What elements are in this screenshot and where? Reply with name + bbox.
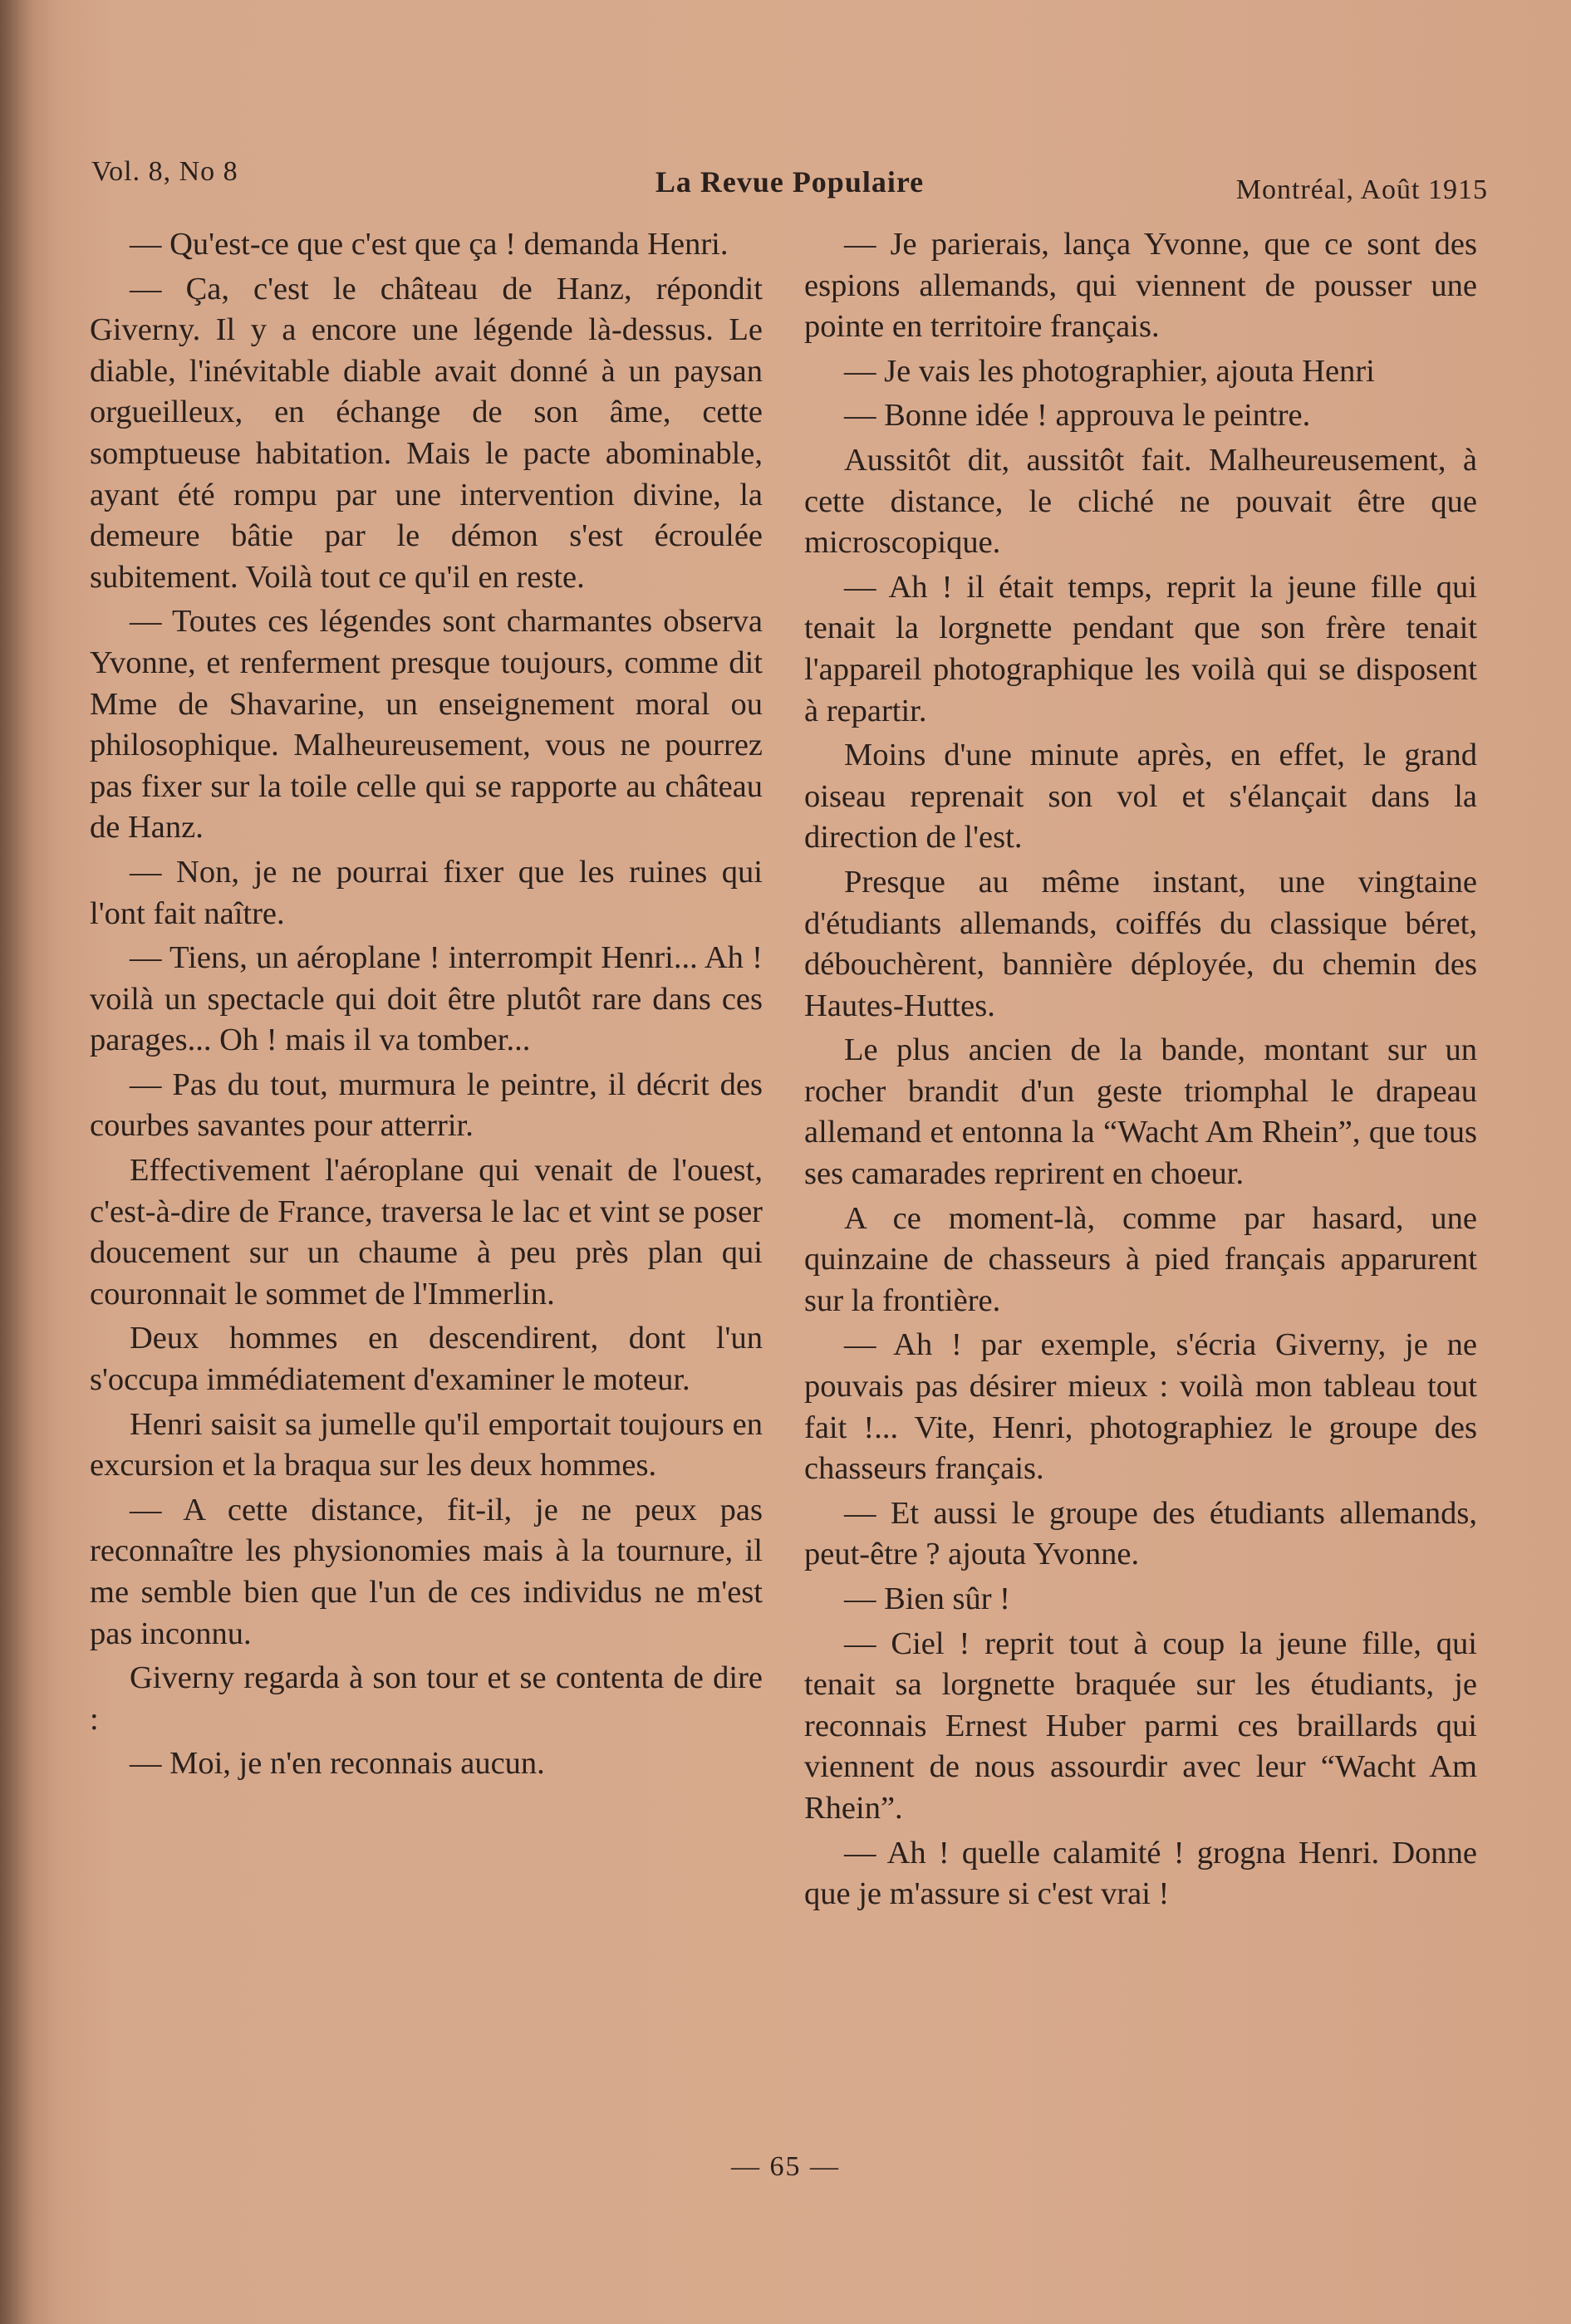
paragraph: Henri saisit sa jumelle qu'il emportait toujours en excursion et la braqua sur les deux hommes.	[90, 1406, 763, 1483]
paragraph: Effectivement l'aéroplane qui venait de l'ouest, c'est-à-dire de France, traversa le lac et vint se poser doucement sur un chaume à peu près plan qui couronnait le sommet de l'Immerlin.	[90, 1153, 763, 1312]
page-number: — 65 —	[731, 2151, 840, 2182]
paragraph: Moins d'une minute après, en effet, le grand oiseau reprenait son vol et s'élançait dans la direction de l'est.	[804, 738, 1477, 856]
paragraph: — Ah ! quelle calamité ! grogna Henri. Donne que je m'assure si c'est vrai !	[804, 1835, 1477, 1912]
paragraph: — Qu'est-ce que c'est que ça ! demanda Henri.	[130, 227, 729, 262]
paragraph: A ce moment-là, comme par hasard, une quinzaine de chasseurs à pied français apparurent sur la frontière.	[804, 1200, 1477, 1318]
right-column	[804, 224, 1477, 1919]
paragraph: — Ça, c'est le château de Hanz, répondit Giverny. Il y a encore une légende là-dessus. Le diable, l'inévitable diable avait donné à un paysan orgueilleux, en échange de son âme, cette somptueuse habitation. Mais le pacte abominable, ayant été rompu par une intervention divine, la demeure bâtie par le démon s'est écroulée subitement. Voilà tout ce qu'il en reste.	[90, 271, 763, 595]
paragraph: — A cette distance, fit-il, je ne peux pas reconnaître les physionomies mais à la tournure, il me semble bien que l'un de ces individus ne m'est pas inconnu.	[90, 1492, 763, 1651]
paragraph: — Moi, je n'en reconnais aucun.	[130, 1746, 545, 1782]
paragraph: — Je parierais, lança Yvonne, que ce sont des espions allemands, qui viennent de pousser une pointe en territoire français.	[804, 227, 1477, 345]
volume-number: Vol. 8, No 8	[91, 156, 238, 187]
running-header	[91, 150, 1488, 205]
paragraph: Aussitôt dit, aussitôt fait. Malheureusement, à cette distance, le cliché ne pouvait être que microscopique.	[804, 442, 1477, 561]
paragraph: — Ah ! il était temps, reprit la jeune fille qui tenait la lorgnette pendant que son frère tenait l'appareil photographique les voilà qui se disposent à repartir.	[804, 569, 1477, 728]
journal-title: La Revue Populaire	[655, 165, 925, 199]
paragraph: — Pas du tout, murmura le peintre, il décrit des courbes savantes pour atterrir.	[90, 1066, 763, 1144]
paragraph: — Toutes ces légendes sont charmantes observa Yvonne, et renferment presque toujours, comme dit Mme de Shavarine, un enseignement moral ou philosophique. Malheureusement, vous ne pourrez pas fixer sur la toile celle qui se rapporte au château de Hanz.	[90, 604, 763, 846]
place-date: Montréal, Août 1915	[1235, 174, 1488, 205]
left-column	[90, 224, 763, 1788]
paragraph: Giverny regarda à son tour et se contenta de dire :	[90, 1660, 763, 1737]
paragraph: — Tiens, un aéroplane ! interrompit Henri... Ah ! voilà un spectacle qui doit être plutôt rare dans ces parages... Oh ! mais il va tomber...	[90, 940, 763, 1058]
paragraph: — Je vais les photographier, ajouta Henri	[844, 353, 1375, 389]
paragraph: — Ah ! par exemple, s'écria Giverny, je ne pouvais pas désirer mieux : voilà mon tableau tout fait !... Vite, Henri, photographiez le groupe des chasseurs français.	[804, 1327, 1477, 1487]
paragraph: — Bonne idée ! approuva le peintre.	[844, 398, 1311, 434]
paragraph: — Ciel ! reprit tout à coup la jeune fille, qui tenait sa lorgnette braquée sur les étudiants, je reconnais Ernest Huber parmi ces braillards qui viennent de nous assourdir avec leur “Wacht Am Rhein”.	[804, 1625, 1477, 1826]
paragraph: Deux hommes en descendirent, dont l'un s'occupa immédiatement d'examiner le moteur.	[90, 1321, 763, 1398]
paragraph: — Non, je ne pourrai fixer que les ruines qui l'ont fait naître.	[90, 854, 763, 931]
paragraph: — Et aussi le groupe des étudiants allemands, peut-être ? ajouta Yvonne.	[804, 1495, 1477, 1572]
paragraph: — Bien sûr !	[844, 1581, 1010, 1616]
paragraph: Presque au même instant, une vingtaine d'étudiants allemands, coiffés du classique béret, débouchèrent, bannière déployée, du chemin des Hautes-Huttes.	[804, 864, 1477, 1023]
paragraph: Le plus ancien de la bande, montant sur un rocher brandit d'un geste triomphal le drapeau allemand et entonna la “Wacht Am Rhein”, que tous ses camarades reprirent en choeur.	[804, 1032, 1477, 1192]
